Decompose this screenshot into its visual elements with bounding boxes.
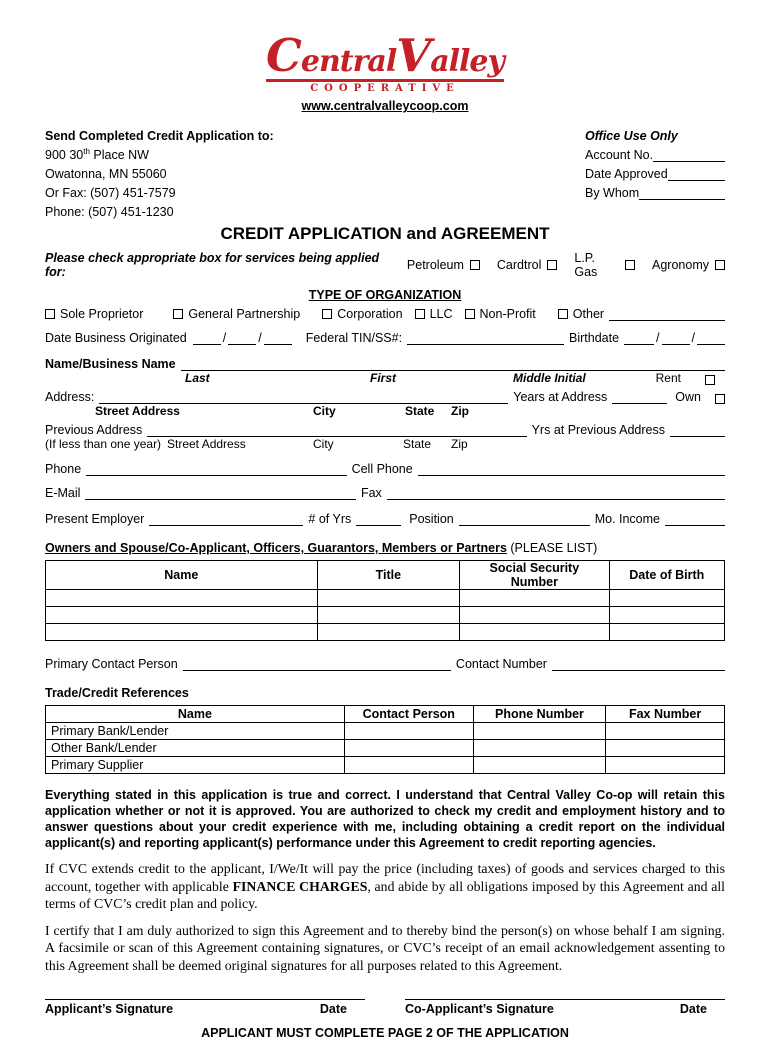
owners-col-dob: Date of Birth bbox=[609, 561, 724, 590]
header bbox=[45, 124, 725, 219]
org-option-corporation bbox=[322, 307, 402, 321]
service-cardtrol-label: Cardtrol bbox=[496, 258, 542, 273]
federal-tin-label: Federal TIN/SS#: bbox=[305, 331, 403, 346]
by-whom-row bbox=[585, 181, 725, 200]
account-no-row bbox=[585, 143, 725, 162]
organization-options-row bbox=[45, 307, 725, 321]
org-label-non-profit: Non-Profit bbox=[479, 307, 536, 322]
office-use-title: Office Use Only bbox=[585, 129, 678, 144]
agreement-paragraph-2 bbox=[45, 860, 725, 913]
org-label-llc: LLC bbox=[429, 307, 453, 322]
email-label: E-Mail bbox=[45, 486, 81, 501]
checkbox-petroleum[interactable] bbox=[470, 260, 480, 270]
address-ordinal: th bbox=[83, 147, 90, 157]
owners-row-1 bbox=[46, 590, 725, 607]
income-field[interactable] bbox=[665, 514, 725, 526]
previous-address-field[interactable] bbox=[147, 425, 526, 437]
owners-cell[interactable] bbox=[317, 624, 460, 641]
fax-line: Or Fax: (507) 451-7579 bbox=[45, 186, 176, 201]
other-field[interactable] bbox=[609, 309, 725, 321]
co-applicant-signature-field[interactable] bbox=[405, 986, 725, 1000]
prev-sublabel-state: State bbox=[403, 437, 432, 452]
income-label: Mo. Income bbox=[594, 512, 660, 527]
cell-phone-field[interactable] bbox=[418, 464, 725, 476]
rent-label: Rent bbox=[655, 371, 681, 386]
yrs-previous-field[interactable] bbox=[670, 425, 725, 437]
name-business-row bbox=[45, 355, 725, 371]
email-row bbox=[45, 484, 725, 500]
checkbox-other[interactable] bbox=[558, 309, 568, 319]
previous-address-label: Previous Address bbox=[45, 423, 143, 438]
fax-field[interactable] bbox=[387, 488, 725, 500]
by-whom-field[interactable] bbox=[639, 188, 725, 200]
prev-sublabel-street: Street Address bbox=[167, 437, 246, 452]
checkbox-general-partnership[interactable] bbox=[173, 309, 183, 319]
signature-labels bbox=[45, 1002, 725, 1016]
trade-col-name: Name bbox=[46, 706, 345, 723]
slash: / bbox=[691, 331, 695, 346]
by-whom-label: By Whom bbox=[585, 186, 640, 201]
trade-col-contact: Contact Person bbox=[344, 706, 473, 723]
sublabel-first: First bbox=[370, 371, 397, 386]
prev-sublabel-zip: Zip bbox=[451, 437, 468, 452]
sublabel-state: State bbox=[405, 404, 435, 419]
trade-cell[interactable] bbox=[344, 740, 473, 757]
prev-sublabel-city: City bbox=[313, 437, 334, 452]
owners-cell[interactable] bbox=[460, 590, 609, 607]
account-no-label: Account No. bbox=[585, 148, 654, 163]
owners-header-row bbox=[46, 561, 725, 590]
primary-contact-row bbox=[45, 655, 725, 671]
trade-col-fax: Fax Number bbox=[606, 706, 725, 723]
trade-cell[interactable] bbox=[473, 757, 605, 774]
checkbox-non-profit[interactable] bbox=[465, 309, 475, 319]
owners-col-ssn: Social Security Number bbox=[460, 561, 609, 590]
applicant-signature-half bbox=[45, 1002, 365, 1016]
trade-col-phone: Phone Number bbox=[473, 706, 605, 723]
trade-cell[interactable] bbox=[473, 740, 605, 757]
trade-table bbox=[45, 705, 725, 774]
phone-field[interactable] bbox=[86, 464, 346, 476]
org-label-corporation: Corporation bbox=[337, 307, 403, 322]
previous-address-row bbox=[45, 421, 725, 437]
trade-row-label: Other Bank/Lender bbox=[46, 740, 345, 757]
primary-contact-label: Primary Contact Person bbox=[45, 657, 178, 672]
employer-field[interactable] bbox=[149, 514, 303, 526]
yrs-previous-label: Yrs at Previous Address bbox=[531, 423, 665, 438]
phone-row bbox=[45, 460, 725, 476]
position-field[interactable] bbox=[459, 514, 590, 526]
name-business-label: Name/Business Name bbox=[45, 357, 176, 372]
name-sublabels-row bbox=[45, 371, 725, 385]
org-option-other bbox=[558, 307, 725, 321]
trade-row-primary-bank bbox=[46, 723, 725, 740]
applicant-signature-label: Applicant’s Signature bbox=[45, 1002, 174, 1017]
date-approved-row bbox=[585, 162, 725, 181]
trade-cell[interactable] bbox=[606, 757, 725, 774]
trade-section-heading: Trade/Credit References bbox=[45, 686, 189, 701]
trade-row-label: Primary Supplier bbox=[46, 757, 345, 774]
service-cardtrol bbox=[497, 258, 557, 272]
para2-post: , and abide by all obligations imposed by this Agreement and all terms of CVC’s credit plan and policy. bbox=[45, 878, 725, 912]
address-line-1 bbox=[45, 143, 585, 162]
owners-cell[interactable] bbox=[609, 607, 724, 624]
send-to-block bbox=[45, 124, 585, 219]
num-yrs-field[interactable] bbox=[356, 514, 401, 526]
applicant-signature-field[interactable] bbox=[45, 986, 365, 1000]
employer-row bbox=[45, 510, 725, 526]
service-agronomy-label: Agronomy bbox=[652, 258, 709, 273]
cell-phone-label: Cell Phone bbox=[351, 462, 413, 477]
num-yrs-label: # of Yrs bbox=[308, 512, 352, 527]
office-use-block bbox=[585, 124, 725, 219]
service-petroleum-label: Petroleum bbox=[406, 258, 464, 273]
logo-word-central: Central bbox=[266, 29, 397, 82]
owners-cell[interactable] bbox=[46, 607, 318, 624]
signature-lines bbox=[45, 986, 725, 1000]
orig-year-field[interactable] bbox=[264, 333, 292, 345]
position-label: Position bbox=[409, 512, 454, 527]
sublabel-middle-initial: Middle Initial bbox=[513, 371, 586, 386]
org-option-general-partnership bbox=[173, 307, 300, 321]
date-originated-label: Date Business Originated bbox=[45, 331, 187, 346]
para2-finance-charges: FINANCE CHARGES bbox=[232, 878, 368, 894]
address-line-2: Owatonna, MN 55060 bbox=[45, 167, 167, 182]
trade-cell[interactable] bbox=[606, 723, 725, 740]
org-option-sole-proprietor bbox=[45, 307, 143, 321]
service-agronomy bbox=[652, 258, 725, 272]
agreement-paragraph-3: I certify that I am duly authorized to sign this Agreement and to thereby bind the person(s) on whose behalf I am signing. A facsimile or scan of this Agreement containing signatures, or CVC’s receipt of an email acknowledgement assenting to this Agreement shall be deemed original signatures for all purposes related to this Agreement. bbox=[45, 922, 725, 973]
checkbox-agronomy[interactable] bbox=[715, 260, 725, 270]
slash: / bbox=[222, 331, 227, 346]
years-at-address-field[interactable] bbox=[612, 392, 667, 404]
owners-cell[interactable] bbox=[609, 624, 724, 641]
send-to-title: Send Completed Credit Application to: bbox=[45, 129, 274, 144]
email-field[interactable] bbox=[85, 488, 356, 500]
logo-word-valley: Valley bbox=[396, 29, 504, 82]
slash: / bbox=[656, 331, 660, 346]
service-lp-gas-label: L.P. Gas bbox=[574, 251, 598, 280]
trade-row-other-bank bbox=[46, 740, 725, 757]
owners-cell[interactable] bbox=[46, 590, 318, 607]
logo-tagline: COOPERATIVE bbox=[310, 83, 460, 95]
orig-month-field[interactable] bbox=[193, 333, 221, 345]
date-business-row bbox=[45, 329, 725, 345]
name-business-field[interactable] bbox=[181, 359, 725, 371]
footer-instruction: APPLICANT MUST COMPLETE PAGE 2 OF THE APPLICATION bbox=[201, 1026, 569, 1040]
orig-day-field[interactable] bbox=[228, 333, 256, 345]
trade-cell[interactable] bbox=[344, 723, 473, 740]
birth-month-field[interactable] bbox=[624, 333, 654, 345]
org-label-general-partnership: General Partnership bbox=[188, 307, 301, 322]
address-number: 900 30 bbox=[45, 148, 84, 163]
service-petroleum bbox=[407, 258, 480, 272]
trade-header-row bbox=[46, 706, 725, 723]
birth-year-field[interactable] bbox=[697, 333, 725, 345]
para2-pre: If CVC extends credit to the applicant, I/We/It will pay the price (including taxes) of goods and services charged to this account, together with applicable bbox=[45, 861, 725, 894]
contact-number-label: Contact Number bbox=[455, 657, 547, 672]
owners-cell[interactable] bbox=[46, 624, 318, 641]
phone-line: Phone: (507) 451-1230 bbox=[45, 205, 174, 220]
co-applicant-signature-half bbox=[405, 1002, 725, 1016]
owners-table bbox=[45, 560, 725, 641]
owners-section-heading bbox=[45, 541, 725, 555]
checkbox-cardtrol[interactable] bbox=[547, 260, 557, 270]
service-lp-gas bbox=[574, 251, 635, 279]
owners-col-name: Name bbox=[46, 561, 318, 590]
trade-cell[interactable] bbox=[606, 740, 725, 757]
address-street: Place NW bbox=[89, 148, 149, 163]
sublabel-city: City bbox=[313, 404, 336, 419]
services-row bbox=[45, 251, 725, 279]
owners-cell[interactable] bbox=[317, 590, 460, 607]
logo-rule bbox=[266, 79, 504, 82]
owners-cell[interactable] bbox=[317, 607, 460, 624]
owners-row-3 bbox=[46, 624, 725, 641]
owners-heading-main: Owners and Spouse/Co-Applicant, Officers, Guarantors, Members or Partners bbox=[45, 541, 507, 556]
page-title: CREDIT APPLICATION and AGREEMENT bbox=[220, 224, 550, 244]
contact-number-field[interactable] bbox=[552, 659, 725, 671]
company-logo bbox=[266, 29, 504, 95]
address-field[interactable] bbox=[99, 392, 508, 404]
org-label-other: Other bbox=[572, 307, 605, 322]
checkbox-lp-gas[interactable] bbox=[625, 260, 635, 270]
logo-wrap bbox=[45, 29, 725, 95]
co-applicant-date-label: Date bbox=[679, 1002, 707, 1017]
org-label-sole-proprietor: Sole Proprietor bbox=[60, 307, 144, 322]
employer-label: Present Employer bbox=[45, 512, 145, 527]
birthdate-label: Birthdate bbox=[569, 331, 620, 346]
sublabel-street-address: Street Address bbox=[95, 404, 180, 419]
owners-col-title: Title bbox=[317, 561, 460, 590]
trade-row-label: Primary Bank/Lender bbox=[46, 723, 345, 740]
owners-heading-note: (PLEASE LIST) bbox=[506, 541, 598, 556]
address-sublabels-row bbox=[45, 404, 725, 418]
phone-label: Phone bbox=[45, 462, 82, 477]
checkbox-sole-proprietor[interactable] bbox=[45, 309, 55, 319]
org-option-non-profit bbox=[465, 307, 536, 321]
trade-cell[interactable] bbox=[344, 757, 473, 774]
sublabel-zip: Zip bbox=[451, 404, 469, 419]
logo-text bbox=[266, 29, 504, 82]
date-approved-label: Date Approved bbox=[585, 167, 668, 182]
checkbox-rent[interactable] bbox=[705, 375, 715, 385]
co-applicant-signature-label: Co-Applicant’s Signature bbox=[405, 1002, 554, 1017]
trade-row-primary-supplier bbox=[46, 757, 725, 774]
owners-row-2 bbox=[46, 607, 725, 624]
years-at-address-label: Years at Address bbox=[513, 390, 608, 405]
address-label: Address: bbox=[45, 390, 95, 405]
org-option-llc bbox=[415, 307, 453, 321]
slash: / bbox=[258, 331, 262, 346]
previous-note: (If less than one year) bbox=[45, 437, 162, 452]
own-label: Own bbox=[675, 390, 701, 405]
services-prompt: Please check appropriate box for services being applied for: bbox=[45, 251, 380, 280]
trade-cell[interactable] bbox=[473, 723, 605, 740]
owners-cell[interactable] bbox=[460, 624, 609, 641]
checkbox-llc[interactable] bbox=[415, 309, 425, 319]
checkbox-corporation[interactable] bbox=[322, 309, 332, 319]
federal-tin-field[interactable] bbox=[407, 333, 564, 345]
address-row bbox=[45, 388, 725, 404]
organization-heading: TYPE OF ORGANIZATION bbox=[308, 288, 462, 303]
owners-cell[interactable] bbox=[609, 590, 724, 607]
account-no-field[interactable] bbox=[653, 150, 725, 162]
previous-sublabels-row bbox=[45, 437, 725, 451]
birth-day-field[interactable] bbox=[662, 333, 690, 345]
fax-label: Fax bbox=[360, 486, 382, 501]
checkbox-own[interactable] bbox=[715, 394, 725, 404]
applicant-date-label: Date bbox=[319, 1002, 347, 1017]
date-approved-field[interactable] bbox=[668, 169, 725, 181]
website-link[interactable]: www.centralvalleycoop.com bbox=[301, 99, 469, 114]
sublabel-last: Last bbox=[185, 371, 210, 386]
owners-cell[interactable] bbox=[460, 607, 609, 624]
agreement-paragraph-1: Everything stated in this application is true and correct. I understand that Central Valley Co-op will retain this application whether or not it is approved. You are authorized to check my credit and employment history and to answer questions about your credit experience with me, including obtaining a credit report on the individual applicant(s) and reporting applicant(s) performance under this Agreement to credit reporting agencies. bbox=[45, 788, 725, 851]
primary-contact-field[interactable] bbox=[183, 659, 451, 671]
